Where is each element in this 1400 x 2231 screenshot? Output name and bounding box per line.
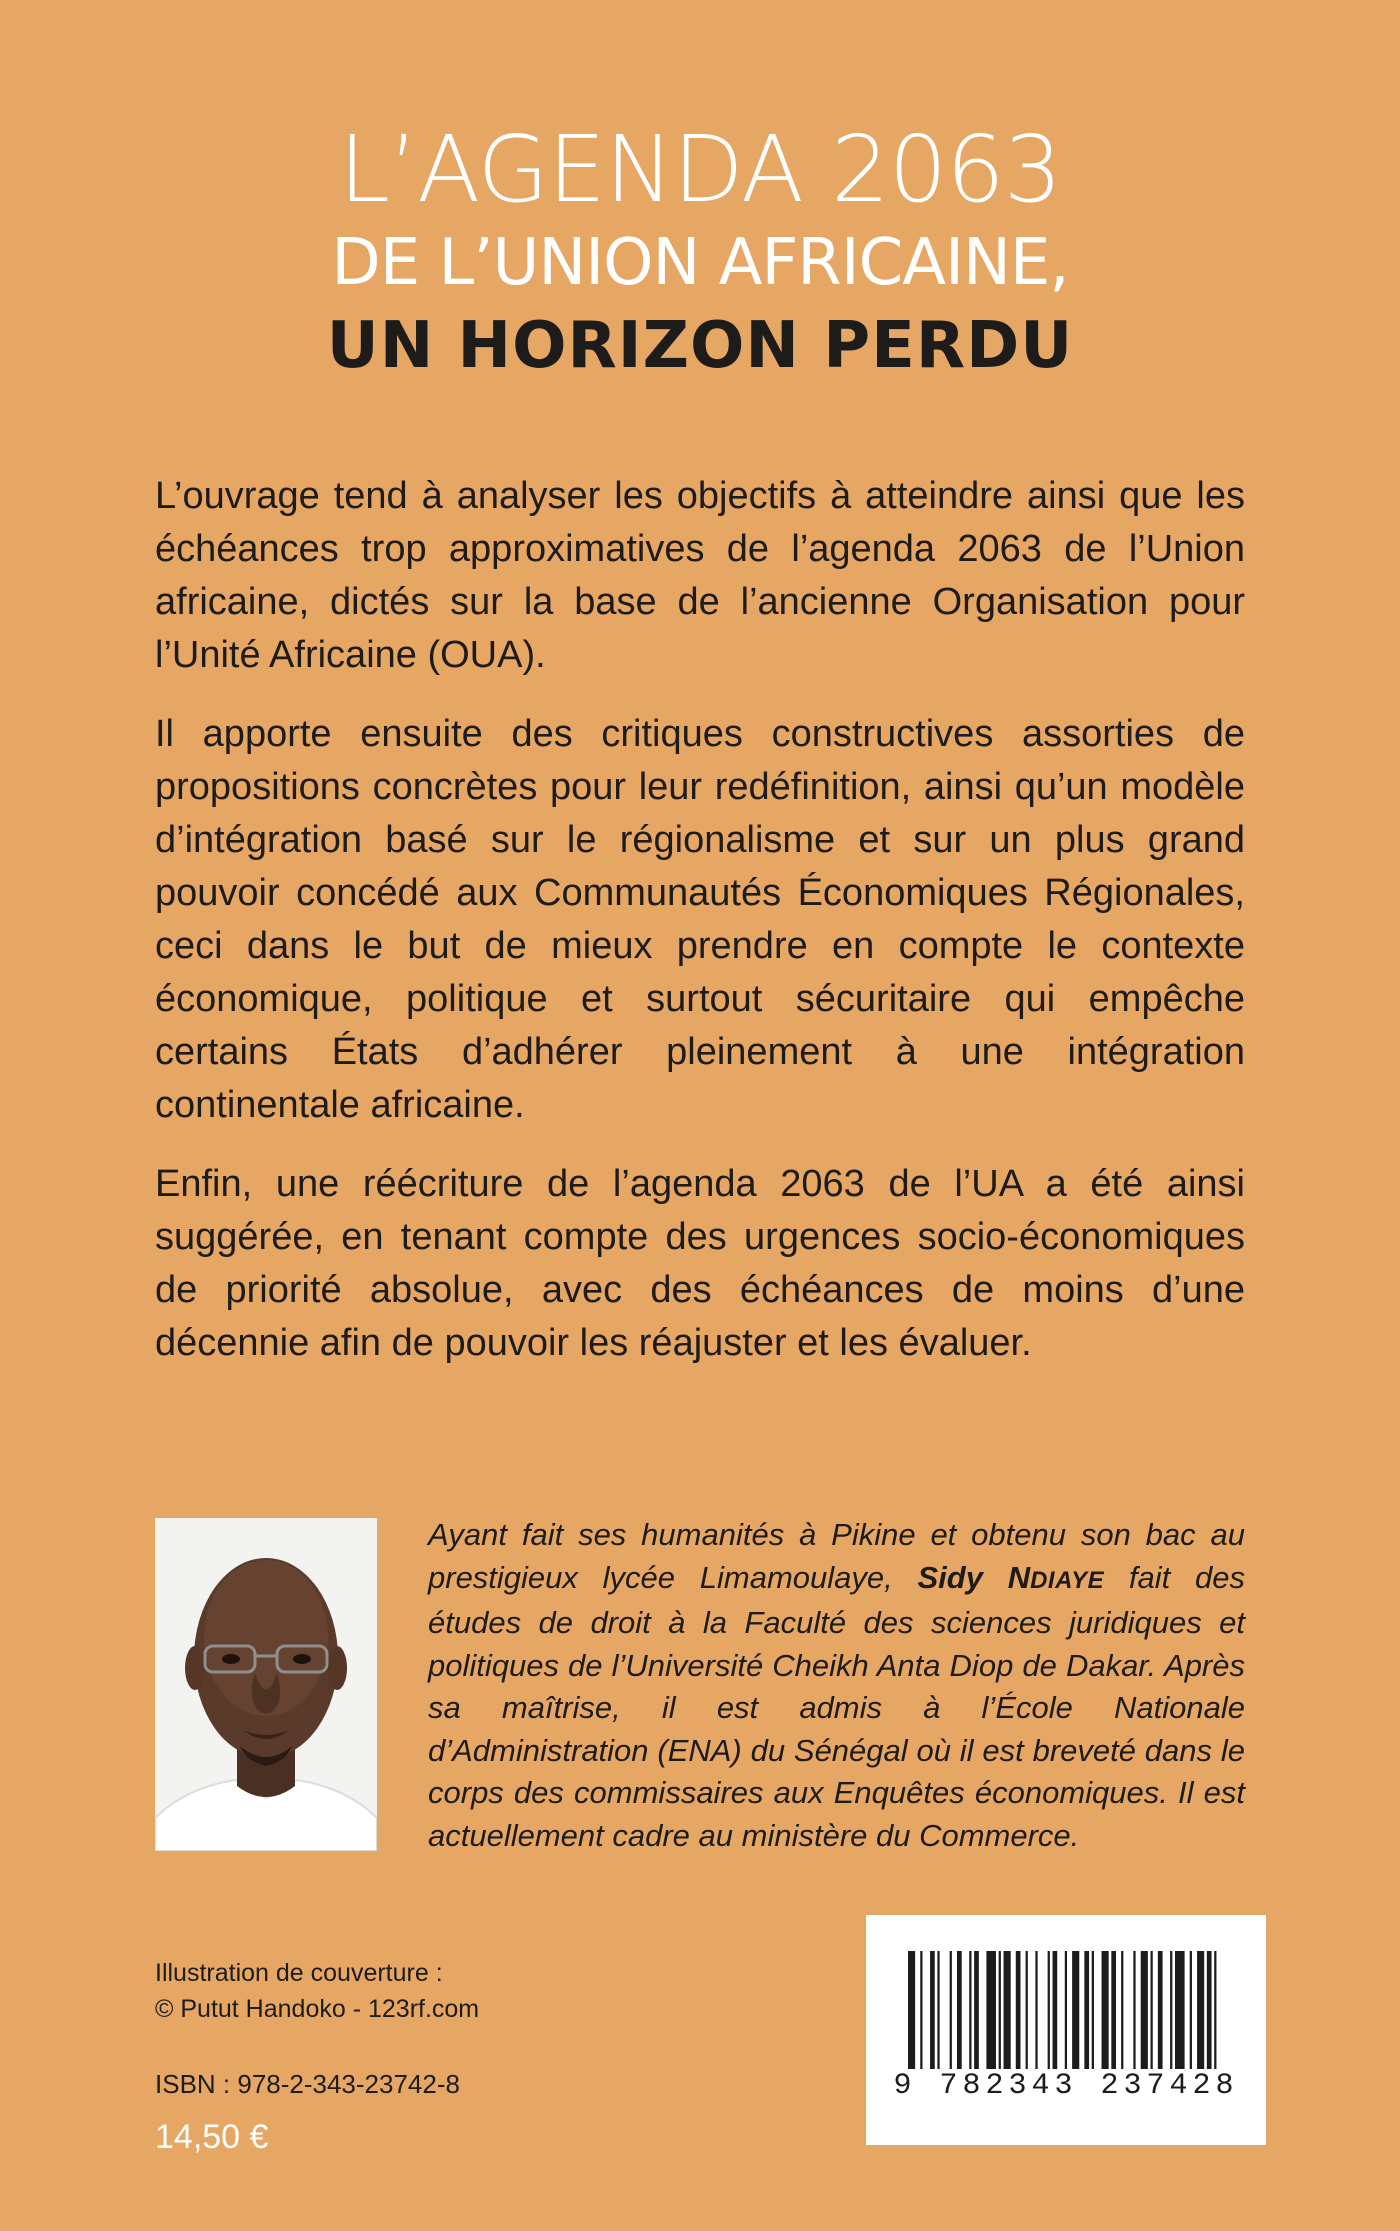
barcode-bar — [1121, 1951, 1123, 2069]
title-line-3: UN HORIZON PERDU — [326, 309, 1074, 383]
barcode-bar — [1016, 1951, 1021, 2069]
barcode-bar — [1151, 1951, 1153, 2069]
barcode-bar — [986, 1951, 996, 2069]
summary-paragraph-2: Il apporte ensuite des critiques constructives assorties de propositions concrètes pour leur redéfinition, ainsi qu’un modèle d’intégration basé sur le régionalisme et sur un plus grand pouvoir concédé aux Communautés Économiques Régionales, ceci dans le but de mieux prendre en compte le contexte économique, politique et surtout sécuritaire qui empêche certains États d’adhérer pleinement à une intégration continentale africaine. — [155, 713, 1245, 1126]
barcode-bar — [1197, 1951, 1204, 2069]
barcode-bar — [1170, 1951, 1172, 2069]
author-first-name: Sidy — [917, 1559, 983, 1595]
author-bio-before: Ayant fait ses humanités à Pikine et obtenu son bac au prestigieux lycée Limamoulaye, — [428, 1517, 1245, 1595]
barcode-bar — [1072, 1951, 1079, 2069]
title-line-1: L’AGENDA 2063 — [338, 116, 1062, 223]
barcode-bar — [1190, 1951, 1192, 2069]
author-last-name-initial: N — [1007, 1559, 1031, 1595]
barcode-bar — [1035, 1951, 1037, 2069]
barcode-bar — [1053, 1951, 1058, 2069]
barcode-bar — [974, 1951, 979, 2069]
barcode-bar — [1141, 1951, 1148, 2069]
barcode-bar — [969, 1951, 971, 2069]
title-line-2: DE L’UNION AFRICAINE, — [331, 226, 1069, 300]
summary-paragraph-3: Enfin, une réécriture de l’agenda 2063 de l’UA a été ainsi suggérée, en tenant compte des urgences socio-économiques de priorité absolue, avec des échéances de moins d’une décennie afin de pouvoir les réajuster et les évaluer. — [155, 1163, 1245, 1364]
barcode-bar — [1092, 1951, 1094, 2069]
barcode-bar — [950, 1951, 952, 2069]
author-bio — [428, 1514, 1245, 1857]
barcode-bar — [1175, 1951, 1185, 2069]
summary-paragraph-1: L’ouvrage tend à analyser les objectifs à atteindre ainsi que les échéances trop approximatives de l’agenda 2063 de l’Union africaine, dictés sur la base de l’ancienne Organisation pour l’Unité Africaine (OUA). — [155, 475, 1245, 676]
author-bio-after: fait des études de droit à la Faculté des sciences juridiques et politiques de l’Université Cheikh Anta Diop de Dakar. Après sa maîtrise, il est admis à l’École Nationale d’Administration (ENA) du Sénégal où il est breveté dans le corps des commissaires aux Enquêtes économiques. Il est actuellement cadre au ministère du Commerce. — [428, 1559, 1245, 1853]
author-photo — [155, 1518, 377, 1851]
price: 14,50 € — [155, 2118, 269, 2156]
barcode-bar — [957, 1951, 962, 2069]
barcode-bars — [908, 1951, 1224, 2069]
barcode-bar — [1026, 1951, 1028, 2069]
author-portrait-image — [155, 1518, 377, 1851]
author-last-name-rest: DIAYE — [1030, 1566, 1105, 1594]
barcode-bar — [1102, 1951, 1109, 2069]
barcode-bar — [937, 1951, 939, 2069]
barcode-bar — [999, 1951, 1001, 2069]
summary-text — [155, 470, 1245, 1396]
barcode — [866, 1915, 1266, 2145]
barcode-bar — [1084, 1951, 1089, 2069]
barcode-bar — [930, 1951, 935, 2069]
barcode-bar — [908, 1951, 915, 2069]
barcode-bar — [1133, 1951, 1135, 2069]
barcode-bar — [1214, 1951, 1216, 2069]
author-name — [917, 1560, 1104, 1595]
title-block — [0, 118, 1400, 388]
barcode-bar — [1158, 1951, 1163, 2069]
cover-credit — [155, 1955, 479, 2027]
barcode-bar — [1207, 1951, 1212, 2069]
barcode-bar — [1065, 1951, 1067, 2069]
isbn: ISBN : 978-2-343-23742-8 — [155, 2069, 460, 2099]
barcode-bar — [1111, 1951, 1116, 2069]
barcode-bar — [920, 1951, 922, 2069]
barcode-bar — [1004, 1951, 1011, 2069]
cover-credit-line-2: © Putut Handoko - 123rf.com — [155, 1995, 480, 2023]
barcode-number: 9 782343 237428 — [893, 2069, 1239, 2103]
cover-credit-line-1: Illustration de couverture : — [155, 1959, 443, 1987]
barcode-bar — [1048, 1951, 1050, 2069]
